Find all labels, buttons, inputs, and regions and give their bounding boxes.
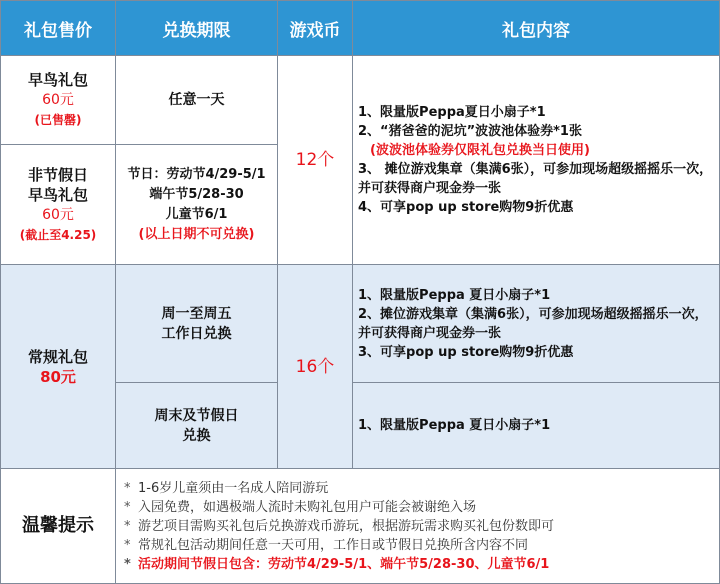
non-holiday-period-note: (以上日期不可兑换) xyxy=(138,226,255,242)
contents-12-item2-note: (波波池体验券仅限礼包兑换当日使用) xyxy=(370,143,590,158)
contents-16-weekday-item1: 1、限量版Peppa 夏日小扇子*1 xyxy=(358,287,551,303)
contents-16-weekday-item3: 3、可享pop up store购物9折优惠 xyxy=(358,344,574,360)
non-holiday-price-cell xyxy=(0,144,116,265)
bullet-icon: * xyxy=(124,480,131,496)
contents-16-weekend-cell xyxy=(352,382,720,469)
header-coins xyxy=(277,0,353,56)
coins-16-cell xyxy=(277,264,353,469)
regular-weekday-period-1: 周一至周五 xyxy=(161,305,232,322)
bullet-icon: * xyxy=(124,537,131,553)
header-price xyxy=(0,0,116,56)
non-holiday-period-cell xyxy=(115,144,278,265)
contents-12-cell xyxy=(352,55,720,265)
early-bird-period-cell xyxy=(115,55,278,145)
non-holiday-name-2: 早鸟礼包 xyxy=(27,185,88,204)
header-period xyxy=(115,0,278,56)
coins-16-value: 16个 xyxy=(295,356,335,377)
tips-list xyxy=(115,468,720,584)
early-bird-name: 早鸟礼包 xyxy=(27,71,88,89)
contents-12-item4: 4、可享pop up store购物9折优惠 xyxy=(358,200,574,215)
tips-item-text: 入园免费，如遇极端人流时未购礼包用户可能会被谢绝入场 xyxy=(138,499,477,515)
early-bird-price-cell xyxy=(0,55,116,145)
header-contents-label: 礼包内容 xyxy=(502,20,570,41)
regular-weekday-period-cell xyxy=(115,264,278,383)
non-holiday-period-3: 儿童节6/1 xyxy=(165,206,228,222)
regular-weekend-period-1: 周末及节假日 xyxy=(154,407,239,424)
regular-weekday-period-2: 工作日兑换 xyxy=(161,325,232,342)
regular-name: 常规礼包 xyxy=(27,347,88,366)
non-holiday-name-1: 非节假日 xyxy=(27,165,88,184)
regular-weekend-period-cell xyxy=(115,382,278,469)
tips-title-cell xyxy=(0,468,116,584)
non-holiday-period-1: 节日：劳动节4/29-5/1 xyxy=(127,166,266,182)
tips-item-4 xyxy=(124,536,719,555)
contents-12-item2: 2、“猪爸爸的泥坑”波波池体验券*1张 xyxy=(358,124,582,139)
early-bird-status: (已售罄) xyxy=(34,113,82,127)
early-bird-price: 60元 xyxy=(42,92,74,108)
tips-item-text: 游艺项目需购买礼包后兑换游戏币游玩，根据游玩需求购买礼包份数即可 xyxy=(138,518,555,534)
tips-item-text: 1-6岁儿童须由一名成人陪同游玩 xyxy=(138,480,329,496)
bullet-icon: * xyxy=(124,518,131,534)
non-holiday-period-2: 端午节5/28-30 xyxy=(149,186,244,202)
tips-item-1 xyxy=(124,479,719,498)
tips-item-holidays xyxy=(124,555,719,574)
contents-16-weekend-item1: 1、限量版Peppa 夏日小扇子*1 xyxy=(358,418,551,433)
tips-item-3 xyxy=(124,517,719,536)
coins-12-value: 12个 xyxy=(295,150,335,170)
header-period-label: 兑换期限 xyxy=(162,20,231,41)
tips-title: 温馨提示 xyxy=(22,515,94,536)
contents-16-weekday-item2: 2、摊位游戏集章（集满6张），可参加现场超级摇摇乐一次，并可获得商户现金券一张 xyxy=(358,306,708,341)
header-price-label: 礼包售价 xyxy=(24,20,92,41)
regular-weekend-period-2: 兑换 xyxy=(182,427,211,444)
tips-holidays-text: 活动期间节假日包含：劳动节4/29-5/1、端午节5/28-30、儿童节6/1 xyxy=(138,556,550,572)
contents-16-weekday-cell xyxy=(352,264,720,383)
non-holiday-price: 60元 xyxy=(42,206,74,223)
contents-12-item1: 1、限量版Peppa夏日小扇子*1 xyxy=(358,105,546,120)
regular-price-cell xyxy=(0,264,116,469)
regular-price: 80元 xyxy=(40,367,76,386)
non-holiday-deadline: (截止至4.25) xyxy=(19,227,97,242)
header-contents xyxy=(352,0,720,56)
bullet-icon: * xyxy=(124,499,131,515)
contents-12-item3: 3、 摊位游戏集章（集满6张），可参加现场超级摇摇乐一次，并可获得商户现金券一张 xyxy=(358,162,713,196)
bullet-icon: * xyxy=(124,556,131,572)
header-coins-label: 游戏币 xyxy=(289,20,341,41)
tips-item-2 xyxy=(124,498,719,517)
tips-item-text: 常规礼包活动期间任意一天可用，工作日或节假日兑换所含内容不同 xyxy=(138,537,529,553)
early-bird-period: 任意一天 xyxy=(168,92,225,108)
coins-12-cell xyxy=(277,55,353,265)
